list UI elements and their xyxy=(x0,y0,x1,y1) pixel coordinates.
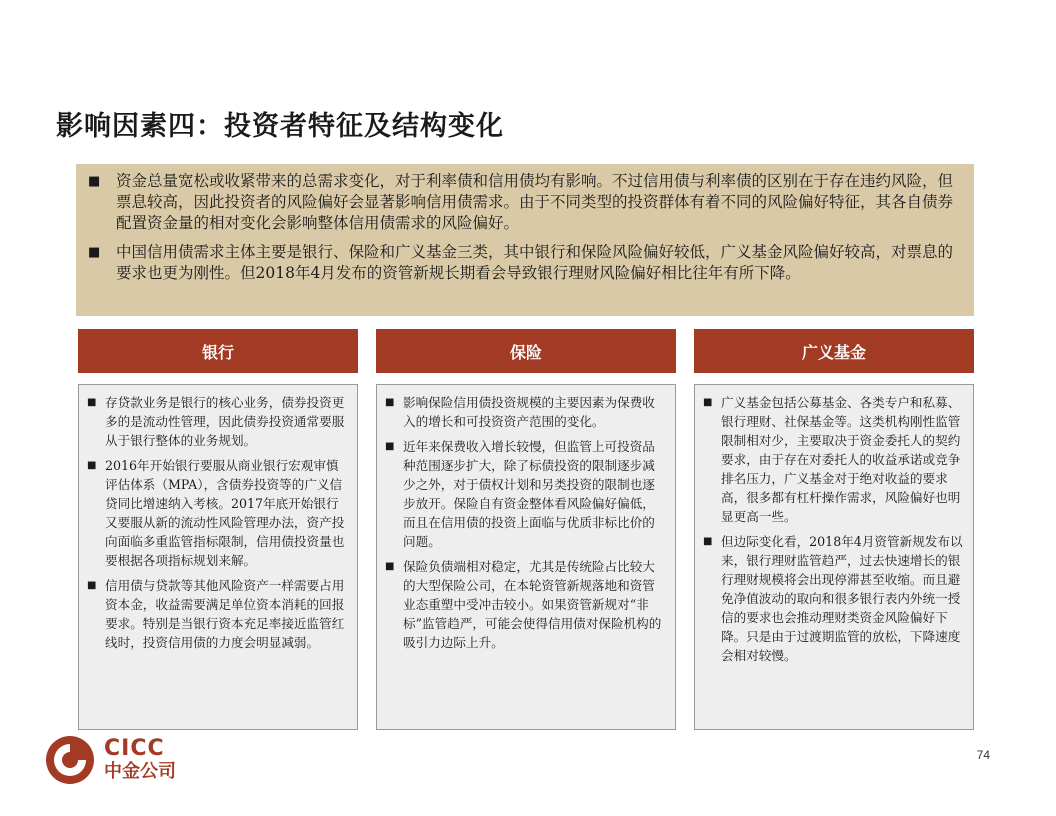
square-bullet-icon: ■ xyxy=(703,536,713,547)
list-item xyxy=(87,393,347,450)
list-item-text: 影响保险信用债投资规模的主要因素为保费收入的增长和可投资资产范围的变化。 xyxy=(403,395,655,429)
list-item xyxy=(87,456,347,570)
square-bullet-icon: ■ xyxy=(87,580,97,591)
list-item-text: 近年来保费收入增长较慢，但监管上可投资品种范围逐步扩大，除了标债投资的限制逐步减少之外，对于债权计划和另类投资的限制也逐步放开。保险自有资金整体看风险偏好偏低，而且在信用债的投资上面临与优质非标比价的问题。 xyxy=(403,439,655,549)
square-bullet-icon: ■ xyxy=(87,397,97,408)
list-item-text: 存贷款业务是银行的核心业务，债券投资更多的是流动性管理，因此债券投资通常要服从于银行整体的业务规划。 xyxy=(105,395,345,448)
column-box-funds xyxy=(694,384,974,730)
list-item-text: 信用债与贷款等其他风险资产一样需要占用资本金，收益需要满足单位资本消耗的回报要求。特别是当银行资本充足率接近监管红线时，投资信用债的力度会明显减弱。 xyxy=(105,578,345,650)
summary-text: 中国信用债需求主体主要是银行、保险和广义基金三类，其中银行和保险风险偏好较低，广义基金风险偏好较高，对票息的要求也更为刚性。但2018年4月发布的资管新规长期看会导致银行理财风险偏好相比往年有所下降。 xyxy=(116,243,954,282)
summary-item xyxy=(88,171,964,234)
square-bullet-icon: ■ xyxy=(385,397,395,408)
column-box-bank xyxy=(78,384,358,730)
square-bullet-icon: ■ xyxy=(88,245,101,260)
column-header-funds: 广义基金 xyxy=(694,329,974,373)
summary-item xyxy=(88,242,964,284)
square-bullet-icon: ■ xyxy=(703,397,713,408)
list-item xyxy=(385,557,665,652)
list-item xyxy=(87,576,347,652)
logo-text-cn: 中金公司 xyxy=(104,761,176,782)
list-item xyxy=(703,532,963,665)
square-bullet-icon: ■ xyxy=(87,460,97,471)
list-item-text: 2016年开始银行要服从商业银行宏观审慎评估体系（MPA），含债券投资等的广义信贷同比增速纳入考核。2017年底开始银行又要服从新的流动性风险管理办法，资产投向面临多重监管指标限制，信用债投资量也要根据各项指标规划来解。 xyxy=(105,458,345,568)
logo-text-en: CICC xyxy=(104,736,165,761)
summary-text: 资金总量宽松或收紧带来的总需求变化，对于利率债和信用债均有影响。不过信用债与利率债的区别在于存在违约风险，但票息较高，因此投资者的风险偏好会显著影响信用债需求。由于不同类型的投资群体有着不同的风险偏好特征，其各自债券配置资金量的相对变化会影响整体信用债需求的风险偏好。 xyxy=(116,172,954,232)
cicc-logo-icon xyxy=(44,734,96,786)
list-item xyxy=(385,437,665,551)
column-header-insurance: 保险 xyxy=(376,329,676,373)
list-item-text: 保险负债端相对稳定，尤其是传统险占比较大的大型保险公司，在本轮资管新规落地和资管业态重塑中受冲击较小。如果资管新规对“非标”监管趋严，可能会使得信用债对保险机构的吸引力边际上升。 xyxy=(403,559,662,650)
square-bullet-icon: ■ xyxy=(385,561,395,572)
square-bullet-icon: ■ xyxy=(385,441,395,452)
list-item-text: 广义基金包括公募基金、各类专户和私募、银行理财、社保基金等。这类机构刚性监管限制相对少，主要取决于资金委托人的契约要求，由于存在对委托人的收益承诺或竞争排名压力，广义基金对于绝对收益的要求高，很多都有杠杆操作需求，风险偏好也明显更高一些。 xyxy=(721,395,961,524)
summary-box xyxy=(76,164,974,316)
page-title: 影响因素四：投资者特征及结构变化 xyxy=(56,111,504,142)
list-item xyxy=(703,393,963,526)
list-item xyxy=(385,393,665,431)
page-number: 74 xyxy=(976,748,990,762)
square-bullet-icon: ■ xyxy=(88,174,101,189)
cicc-logo xyxy=(44,733,224,787)
list-item-text: 但边际变化看，2018年4月资管新规发布以来，银行理财监管趋严，过去快速增长的银行理财规模将会出现停滞甚至收缩。而且避免净值波动的取向和很多银行表内外统一授信的要求也会推动理财类资金风险偏好下降。只是由于过渡期监管的放松，下降速度会相对较慢。 xyxy=(721,534,963,663)
column-box-insurance xyxy=(376,384,676,730)
column-header-bank: 银行 xyxy=(78,329,358,373)
